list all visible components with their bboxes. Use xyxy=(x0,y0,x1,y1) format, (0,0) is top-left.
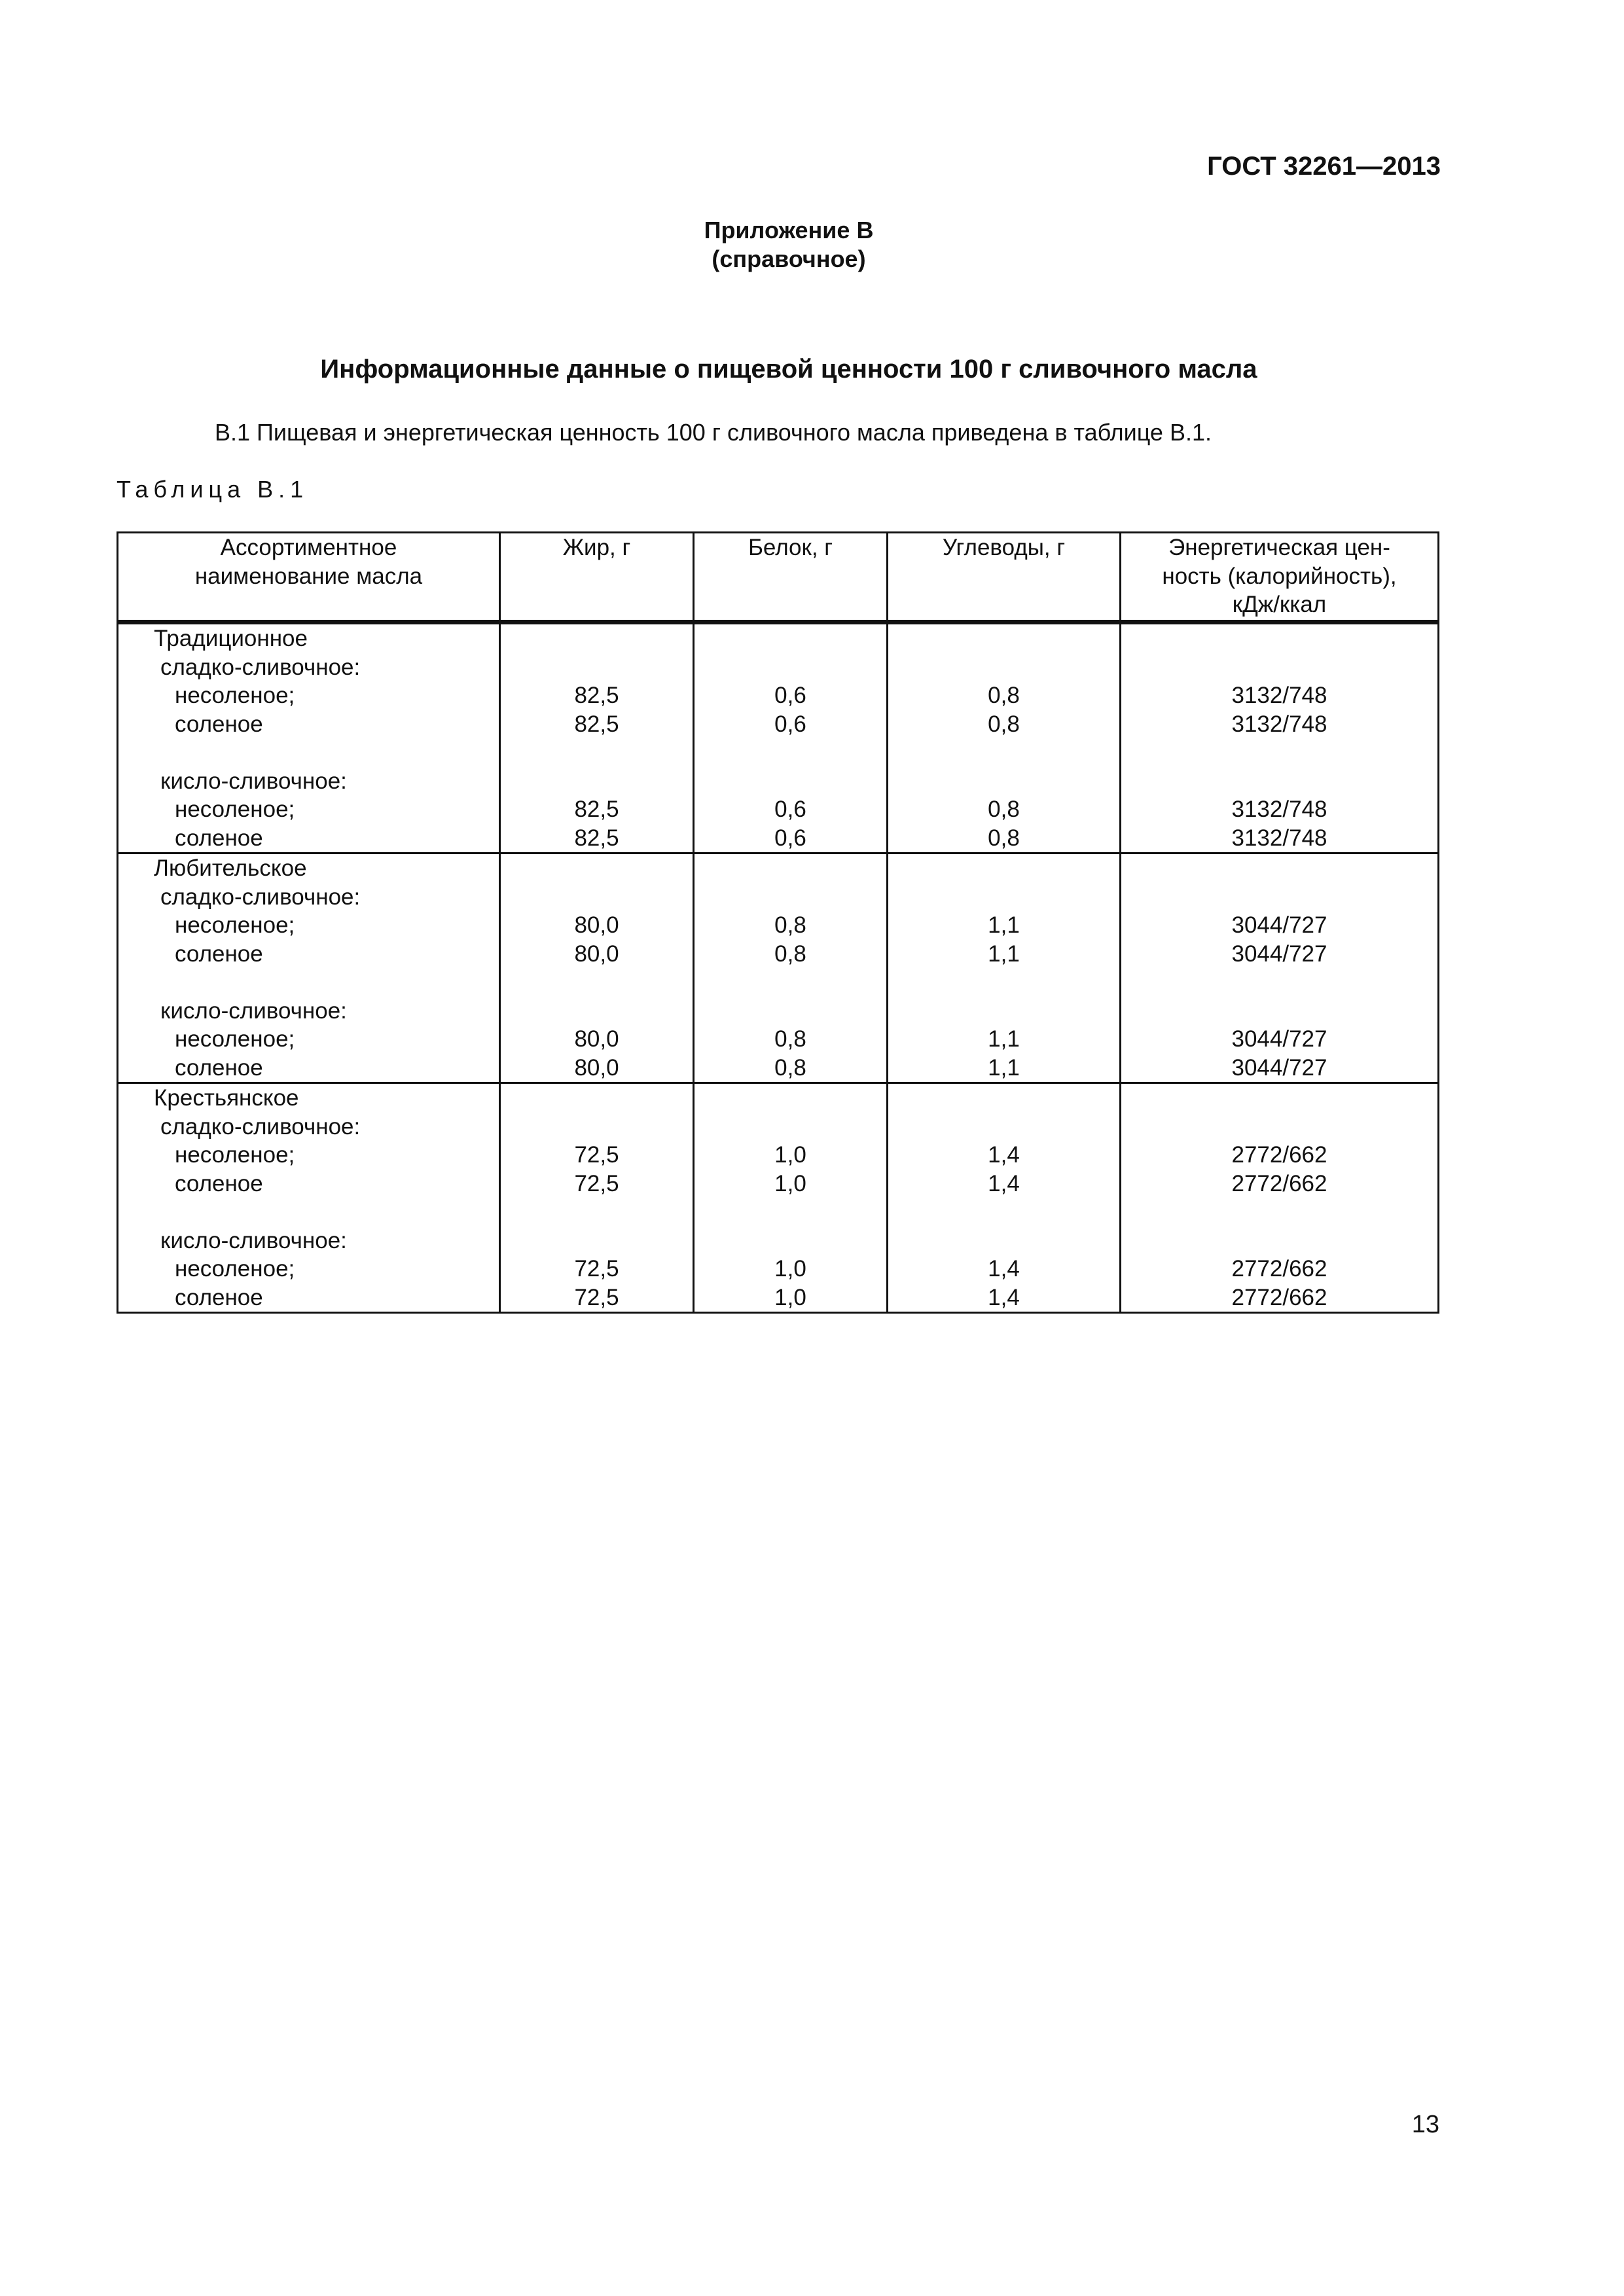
energy-value: 3132/748 xyxy=(1231,683,1327,708)
subgroup-name: кисло-сливочное: xyxy=(160,997,347,1024)
carbs-value: 1,1 xyxy=(988,941,1020,967)
appendix-title: Приложение В xyxy=(704,217,874,243)
energy-value: 3132/748 xyxy=(1231,711,1327,737)
energy-value: 3132/748 xyxy=(1231,797,1327,822)
row-label: несоленое; xyxy=(175,1026,295,1052)
table-label: Таблица В.1 xyxy=(117,476,309,503)
name-cell xyxy=(118,622,500,853)
carbs-value: 1,4 xyxy=(988,1284,1020,1310)
appendix-note: (справочное) xyxy=(712,245,866,272)
row-label: соленое xyxy=(175,1054,263,1081)
header-line: наименование масла xyxy=(194,563,423,589)
header-line: Белок, г xyxy=(748,535,833,560)
row-label: соленое xyxy=(175,1284,263,1310)
carbs-cell xyxy=(888,622,1121,853)
row-label: соленое xyxy=(175,711,263,737)
fat-value: 80,0 xyxy=(574,1054,619,1081)
header-carbs xyxy=(888,533,1121,622)
fat-cell xyxy=(500,1083,694,1313)
carbs-cell xyxy=(888,853,1121,1083)
protein-value: 0,8 xyxy=(774,1026,806,1052)
fat-value: 80,0 xyxy=(574,1026,619,1052)
table-group xyxy=(118,1083,1439,1313)
row-label: несоленое; xyxy=(175,797,295,822)
header-energy xyxy=(1121,533,1439,622)
header-product-name xyxy=(118,533,500,622)
header-fat xyxy=(500,533,694,622)
carbs-value: 0,8 xyxy=(988,797,1020,822)
spacer xyxy=(118,738,499,767)
header-line: Ассортиментное xyxy=(220,535,397,560)
energy-value: 3044/727 xyxy=(1231,1054,1327,1081)
name-cell xyxy=(118,1083,500,1313)
row-label: несоленое; xyxy=(175,683,295,708)
protein-value: 1,0 xyxy=(774,1284,806,1310)
energy-value: 2772/662 xyxy=(1231,1142,1327,1168)
protein-value: 0,8 xyxy=(774,912,806,938)
table-row xyxy=(118,853,1439,1083)
header-line: Углеводы, г xyxy=(942,535,1066,560)
energy-value: 3044/727 xyxy=(1231,941,1327,967)
spacer xyxy=(118,1198,499,1227)
header-line: кДж/ккал xyxy=(1232,592,1327,617)
carbs-value: 1,4 xyxy=(988,1256,1020,1282)
table-group xyxy=(118,853,1439,1083)
carbs-value: 1,1 xyxy=(988,912,1020,938)
fat-value: 72,5 xyxy=(574,1142,619,1168)
carbs-cell xyxy=(888,1083,1121,1313)
group-name: Традиционное xyxy=(154,626,308,651)
fat-value: 72,5 xyxy=(574,1256,619,1282)
protein-cell xyxy=(694,853,888,1083)
group-name: Любительское xyxy=(154,855,307,881)
fat-value: 82,5 xyxy=(574,825,619,851)
carbs-value: 0,8 xyxy=(988,711,1020,737)
header-line: Энергетическая цен- xyxy=(1168,535,1390,560)
row-label: соленое xyxy=(175,1170,263,1196)
row-label: несоленое; xyxy=(175,1256,295,1282)
protein-value: 1,0 xyxy=(774,1256,806,1282)
energy-cell xyxy=(1121,1083,1439,1313)
section-title: Информационные данные о пищевой ценности 100 г сливочного масла xyxy=(320,355,1257,384)
fat-value: 72,5 xyxy=(574,1284,619,1310)
header-line: ность (калорийность), xyxy=(1162,563,1397,589)
row-label: несоленое; xyxy=(175,1142,295,1168)
table-row xyxy=(118,622,1439,853)
nutrition-table xyxy=(117,531,1439,1314)
table-header-row xyxy=(118,533,1439,622)
fat-cell xyxy=(500,853,694,1083)
protein-value: 1,0 xyxy=(774,1142,806,1168)
page-number: 13 xyxy=(1411,2111,1439,2138)
protein-value: 0,6 xyxy=(774,711,806,737)
carbs-value: 0,8 xyxy=(988,683,1020,708)
protein-value: 0,6 xyxy=(774,683,806,708)
protein-cell xyxy=(694,622,888,853)
row-label: соленое xyxy=(175,941,263,967)
header-line: Жир, г xyxy=(562,535,631,560)
fat-value: 82,5 xyxy=(574,683,619,708)
spacer xyxy=(118,968,499,997)
name-cell xyxy=(118,853,500,1083)
fat-value: 80,0 xyxy=(574,941,619,967)
carbs-value: 1,1 xyxy=(988,1054,1020,1081)
group-name: Крестьянское xyxy=(154,1085,299,1111)
row-label: несоленое; xyxy=(175,912,295,938)
protein-cell xyxy=(694,1083,888,1313)
energy-value: 2772/662 xyxy=(1231,1170,1327,1196)
row-label: соленое xyxy=(175,825,263,851)
intro-paragraph: В.1 Пищевая и энергетическая ценность 100 г сливочного масла приведена в таблице В.1. xyxy=(215,419,1212,446)
fat-value: 82,5 xyxy=(574,797,619,822)
energy-value: 3132/748 xyxy=(1231,825,1327,851)
protein-value: 0,6 xyxy=(774,825,806,851)
energy-cell xyxy=(1121,622,1439,853)
standard-designation: ГОСТ 32261—2013 xyxy=(1207,152,1441,181)
energy-value: 2772/662 xyxy=(1231,1256,1327,1282)
protein-value: 0,8 xyxy=(774,1054,806,1081)
fat-value: 82,5 xyxy=(574,711,619,737)
energy-value: 3044/727 xyxy=(1231,1026,1327,1052)
subgroup-name: сладко-сливочное: xyxy=(160,884,361,910)
energy-value: 2772/662 xyxy=(1231,1284,1327,1310)
protein-value: 1,0 xyxy=(774,1170,806,1196)
carbs-value: 1,4 xyxy=(988,1142,1020,1168)
subgroup-name: сладко-сливочное: xyxy=(160,654,361,680)
fat-value: 80,0 xyxy=(574,912,619,938)
fat-value: 72,5 xyxy=(574,1170,619,1196)
subgroup-name: кисло-сливочное: xyxy=(160,1227,347,1253)
subgroup-name: сладко-сливочное: xyxy=(160,1113,361,1139)
protein-value: 0,8 xyxy=(774,941,806,967)
protein-value: 0,6 xyxy=(774,797,806,822)
carbs-value: 1,4 xyxy=(988,1170,1020,1196)
subgroup-name: кисло-сливочное: xyxy=(160,768,347,794)
energy-value: 3044/727 xyxy=(1231,912,1327,938)
appendix-heading xyxy=(0,216,1578,274)
fat-cell xyxy=(500,622,694,853)
table-group xyxy=(118,622,1439,853)
carbs-value: 1,1 xyxy=(988,1026,1020,1052)
header-protein xyxy=(694,533,888,622)
carbs-value: 0,8 xyxy=(988,825,1020,851)
table-row xyxy=(118,1083,1439,1313)
energy-cell xyxy=(1121,853,1439,1083)
